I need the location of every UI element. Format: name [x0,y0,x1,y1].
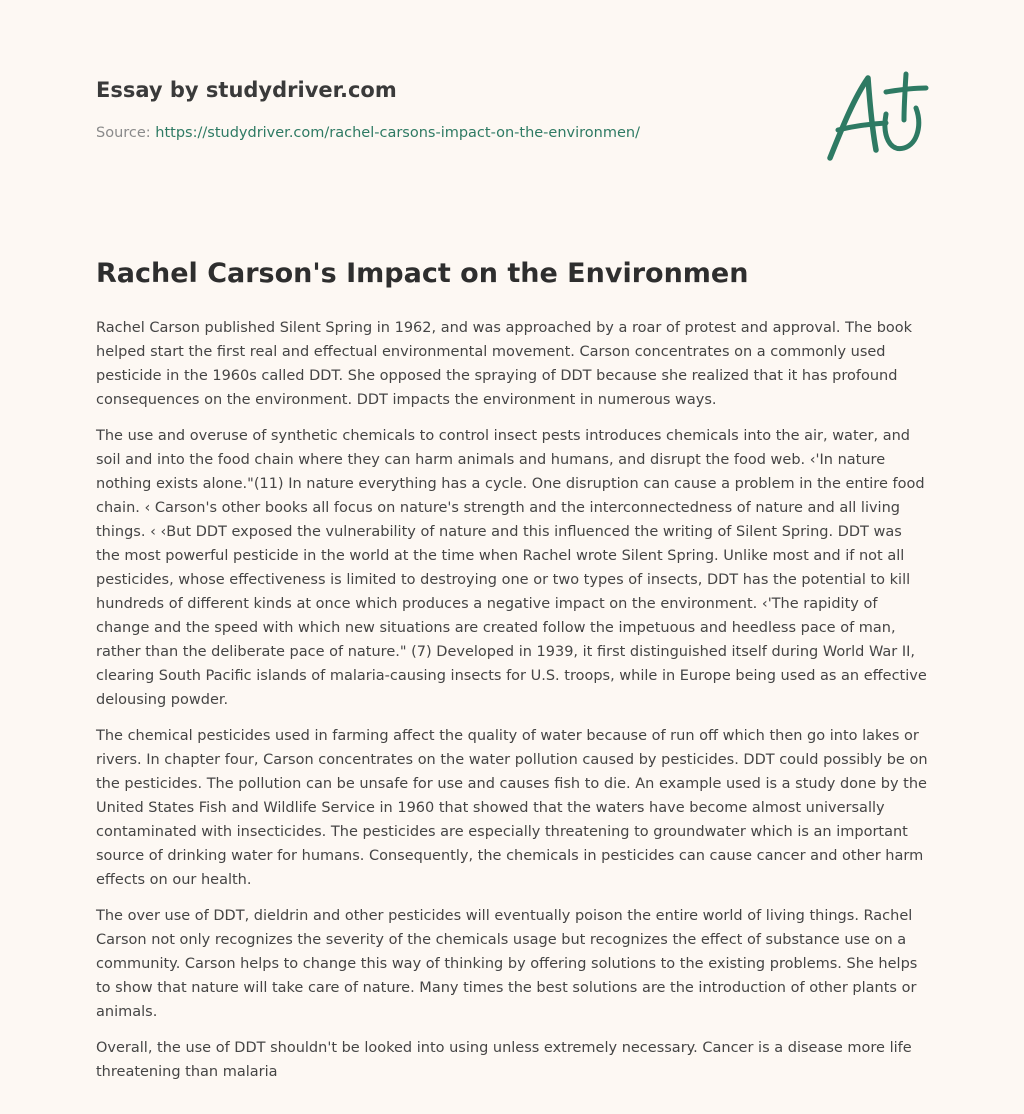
essay-paragraph: The over use of DDT, dieldrin and other pesticides will eventually poison the entire world of living things. Rachel Carson not only recognizes the severity of the chemicals usage but recognizes the effect of substance use on a community. Carson helps to change this way of thinking by offering solutions to the existing problems. She helps to show that nature will take care of nature. Many times the best solutions are the introduction of other plants or animals. [96,908,918,1020]
essay-paragraph: Overall, the use of DDT shouldn't be looked into using unless extremely necessary. Cancer is a disease more life threatening than malaria [96,1040,912,1080]
essay-body [96,316,928,1096]
essay-paragraph: Rachel Carson published Silent Spring in 1962, and was approached by a roar of protest and approval. The book helped start the first real and effectual environmental movement. Carson concentrates on a commonly used pesticide in the 1960s called DDT. She opposed the spraying of DDT because she realized that it has profound consequences on the environment. DDT impacts the environment in numerous ways. [96,320,913,408]
site-title: Essay by studydriver.com [96,78,397,102]
a-plus-grade-icon [820,66,930,166]
essay-paragraph: The use and overuse of synthetic chemicals to control insect pests introduces chemicals into the air, water, and soil and into the food chain where they can harm animals and humans, and disrupt the food web. ‹'In nature nothing exists alone."(11) In nature everything has a cycle. One disruption can cause a problem in the entire food chain. ‹ Carson's other books all focus on nature's strength and the interconnectedness of nature and all living things. ‹ ‹But DDT exposed the vulnerability of nature and this influenced the writing of Silent Spring. DDT was the most powerful pesticide in the world at the time when Rachel wrote Silent Spring. Unlike most and if not all pesticides, whose effectiveness is limited to destroying one or two types of insects, DDT has the potential to kill hundreds of different kinds at once which produces a negative impact on the environment. ‹'The rapidity of change and the speed with which new situations are created follow the impetuous and heedless pace of man, rather than the deliberate pace of nature." (7) Developed in 1939, it first distinguished itself during World War II, clearing South Pacific islands of malaria-causing insects for U.S. troops, while in Europe being used as an effective delousing powder. [96,428,927,708]
essay-title: Rachel Carson's Impact on the Environmen [96,258,749,289]
source-label: Source: [96,125,151,141]
source-line [96,122,736,144]
source-link[interactable]: https://studydriver.com/rachel-carsons-impact-on-the-environmen/ [155,125,640,141]
essay-paragraph: The chemical pesticides used in farming affect the quality of water because of run off which then go into lakes or rivers. In chapter four, Carson concentrates on the water pollution caused by pesticides. DDT could possibly be on the pesticides. The pollution can be unsafe for use and causes fish to die. An example used is a study done by the United States Fish and Wildlife Service in 1960 that showed that the waters have become almost universally contaminated with insecticides. The pesticides are especially threatening to groundwater which is an important source of drinking water for humans. Consequently, the chemicals in pesticides can cause cancer and other harm effects on our health. [96,728,928,888]
essay-header [96,74,736,144]
